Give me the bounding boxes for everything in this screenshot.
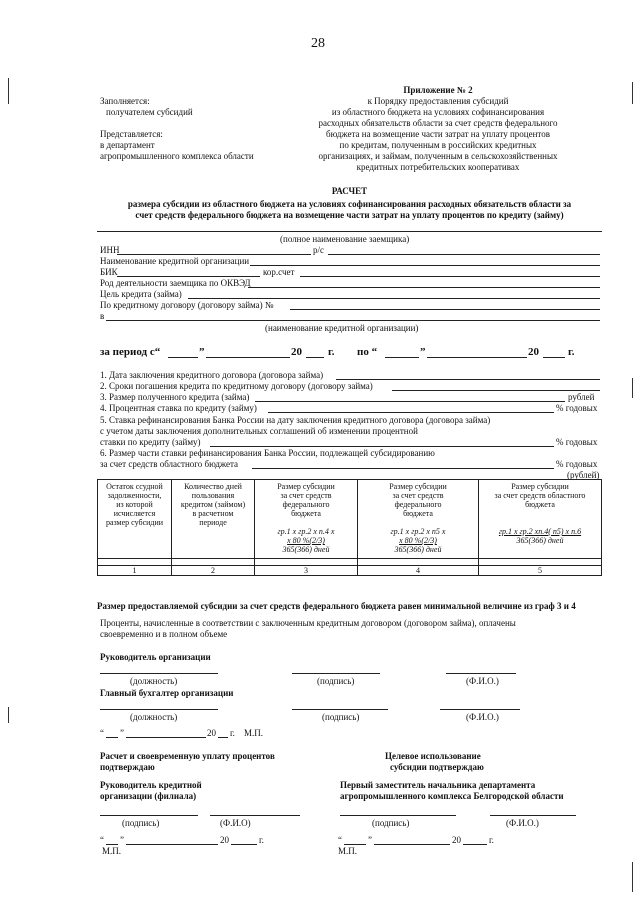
position-field[interactable]	[100, 673, 218, 674]
okved-field[interactable]	[248, 287, 600, 288]
bank-head-label: Руководитель кредитной	[100, 780, 202, 790]
appendix-line: из областного бюджета на условиях софинансирования	[331, 107, 545, 117]
margin-mark	[8, 78, 9, 104]
date-year[interactable]	[218, 737, 228, 738]
left-confirm: подтверждаю	[100, 762, 155, 772]
goal-field[interactable]	[188, 298, 600, 299]
bank-caption: (наименование кредитной организации)	[265, 323, 419, 333]
date-quote: “	[100, 728, 104, 738]
credit-org-field[interactable]	[250, 265, 600, 266]
kor-label: кор.счет	[263, 267, 295, 277]
date-year[interactable]	[231, 844, 257, 845]
rs-field[interactable]	[328, 254, 600, 255]
item-5-label: с учетом даты заключения дополнительных соглашений об изменении процентной	[100, 426, 418, 436]
signature-field[interactable]	[100, 815, 198, 816]
filled-by-value: получателем субсидий	[106, 107, 193, 117]
filled-by-label: Заполняется:	[100, 96, 150, 106]
appendix-line: к Порядку предоставления субсидий	[367, 96, 509, 106]
head-org-label: Руководитель организации	[100, 652, 211, 662]
date-g: г.	[489, 835, 494, 845]
position-caption: (должность)	[130, 712, 178, 722]
period-to-year[interactable]	[543, 357, 565, 358]
table-cell[interactable]	[479, 559, 602, 566]
table-cell[interactable]: Размер субсидии за счет средств федерального бюджета гр.1 х гр.2 х п5 х х 80 %(2/3) 365(366) дней	[358, 480, 479, 559]
signature-caption: (подпись)	[317, 676, 355, 686]
fio-field[interactable]	[490, 815, 576, 816]
left-confirm: Расчет и своевременную уплату процентов	[100, 751, 275, 761]
table-cell[interactable]: Остаток ссудной задолженности, из которой исчисляется размер субсидии	[98, 480, 172, 559]
appendix-line: расходных обязательств области за счет средств федерального	[318, 118, 558, 128]
column-number: 1	[98, 566, 172, 576]
kor-field[interactable]	[300, 276, 600, 277]
date-year[interactable]	[463, 844, 487, 845]
period-quote: ”	[199, 346, 205, 358]
signature-field[interactable]	[292, 709, 388, 710]
rubles-caption: (рублей)	[567, 470, 600, 480]
date-month[interactable]	[126, 844, 218, 845]
period-g: г.	[328, 346, 335, 358]
period-to-label: по “	[357, 346, 378, 358]
item-3-unit: рублей	[568, 392, 595, 402]
contract-label: По кредитному договору (договору займа) №	[100, 300, 274, 310]
date-quote: ”	[120, 835, 124, 845]
item-6-label: 6. Размер части ставки рефинансирования Банка России, подлежащей субсидированию	[100, 448, 435, 458]
date-g: г.	[259, 835, 264, 845]
submitted-label: Представляется:	[100, 129, 163, 139]
date-day[interactable]	[344, 844, 366, 845]
item-2-label: 2. Сроки погашения кредита по кредитному договору (договору займа)	[100, 381, 373, 391]
date-day[interactable]	[106, 844, 118, 845]
item-4-label: 4. Процентная ставка по кредиту (займу)	[100, 403, 257, 413]
signature-caption: (подпись)	[372, 818, 410, 828]
date-year-prefix: 20	[207, 728, 216, 738]
table-row	[98, 559, 602, 566]
table-cell[interactable]: Размер субсидии за счет средств федерального бюджета гр.1 х гр.2 х п.4 х х 80 %(2/3) 365(366) дней	[255, 480, 358, 559]
date-quote: “	[338, 835, 342, 845]
period-to-month[interactable]	[427, 357, 527, 358]
bik-field[interactable]	[117, 276, 260, 277]
fio-caption: (Ф.И.О.)	[466, 676, 499, 686]
item-3-label: 3. Размер полученного кредита (займа)	[100, 392, 250, 402]
mp-label: М.П.	[102, 846, 122, 856]
date-month[interactable]	[374, 844, 450, 845]
fio-field[interactable]	[210, 815, 300, 816]
date-year-prefix: 20	[452, 835, 461, 845]
item-1-label: 1. Дата заключения кредитного договора (договора займа)	[100, 370, 324, 380]
contract-field[interactable]	[290, 309, 600, 310]
date-month[interactable]	[126, 737, 206, 738]
interest-note: своевременно и в полном объеме	[100, 629, 228, 639]
period-quote: ”	[420, 346, 426, 358]
signature-field[interactable]	[340, 815, 456, 816]
mp-label: М.П.	[244, 728, 264, 738]
column-number: 2	[172, 566, 255, 576]
page-number: 28	[311, 36, 325, 51]
margin-mark	[632, 378, 633, 398]
appendix-title: Приложение № 2	[403, 85, 473, 95]
fio-caption: (Ф.И.О.)	[506, 818, 539, 828]
right-confirm: субсидии подтверждаю	[390, 762, 484, 772]
bik-label: БИК	[100, 267, 118, 277]
inn-field[interactable]	[117, 254, 311, 255]
date-quote: “	[100, 835, 104, 845]
table-row	[98, 480, 602, 559]
rs-label: р/с	[313, 245, 324, 255]
signature-field[interactable]	[292, 673, 380, 674]
item-5-field[interactable]	[210, 446, 554, 447]
fio-field[interactable]	[446, 673, 516, 674]
margin-mark	[632, 82, 633, 104]
margin-mark	[8, 707, 9, 723]
period-g: г.	[568, 346, 575, 358]
item-2-field[interactable]	[392, 390, 600, 391]
fio-field[interactable]	[440, 709, 520, 710]
subsidy-note: Размер предоставляемой субсидии за счет средств федерального бюджета равен минимальной величине из граф 3 и 4	[97, 601, 576, 611]
item-3-field[interactable]	[255, 401, 565, 402]
position-field[interactable]	[100, 709, 218, 710]
item-5-label: 5. Ставка рефинансирования Банка России на дату заключения кредитного договора (договора займа)	[100, 415, 491, 425]
in-label: в	[100, 311, 105, 321]
period-to-day[interactable]	[385, 357, 419, 358]
table-cell[interactable]	[98, 559, 172, 566]
column-number: 4	[358, 566, 479, 576]
appendix-line: бюджета на возмещение части затрат на уплату процентов	[326, 129, 550, 139]
bank-head-label: организации (филиала)	[100, 791, 197, 801]
table-cell[interactable]	[358, 559, 479, 566]
margin-mark	[632, 862, 633, 892]
fio-caption: (Ф.И.О)	[220, 818, 251, 828]
interest-note: Проценты, начисленные в соответствии с заключенным кредитным договором (договором займа), оплачены	[100, 618, 516, 628]
table-cell[interactable]: Количество дней пользования кредитом (займом) в расчетном периоде	[172, 480, 255, 559]
appendix-line: по кредитам, полученным в российских кредитных	[339, 140, 537, 150]
calc-table	[97, 479, 602, 576]
okved-label: Род деятельности заемщика по ОКВЭД	[100, 278, 251, 288]
item-5-unit: % годовых	[556, 437, 598, 447]
period-from-year[interactable]	[306, 357, 324, 358]
period-from-day[interactable]	[168, 357, 198, 358]
calc-subtitle: счет средств федерального бюджета на возмещение части затрат на уплату процентов по кредиту (займу)	[135, 210, 564, 220]
table-cell[interactable]	[255, 559, 358, 566]
date-year-prefix: 20	[220, 835, 229, 845]
table-row	[98, 566, 602, 576]
inn-label: ИНН	[100, 245, 120, 255]
column-number: 3	[255, 566, 358, 576]
signature-caption: (подпись)	[122, 818, 160, 828]
dep-head-label: агропромышленного комплекса Белгородской области	[340, 791, 564, 801]
signature-caption: (подпись)	[322, 712, 360, 722]
table-cell[interactable]: Размер субсидии за счет средств областного бюджета гр.1 х гр.2 хп.4( п5) х п.6 365(366) дней	[479, 480, 602, 559]
period-year-prefix: 20	[291, 346, 302, 358]
date-day[interactable]	[106, 737, 118, 738]
item-1-field[interactable]	[336, 379, 600, 380]
bank-field[interactable]	[106, 320, 600, 321]
date-quote: ”	[368, 835, 372, 845]
mp-label: М.П.	[338, 846, 358, 856]
fill-line	[97, 231, 602, 232]
period-year-prefix: 20	[528, 346, 539, 358]
item-4-field[interactable]	[268, 412, 554, 413]
column-number: 5	[479, 566, 602, 576]
appendix-line: кредитных потребительских кооперативах	[356, 162, 520, 172]
right-confirm: Целевое использование	[385, 751, 481, 761]
goal-label: Цель кредита (займа)	[100, 289, 182, 299]
dep-head-label: Первый заместитель начальника департамента	[340, 780, 536, 790]
item-6-field[interactable]	[252, 468, 554, 469]
fio-caption: (Ф.И.О.)	[466, 712, 499, 722]
item-4-unit: % годовых	[556, 403, 598, 413]
date-quote: ”	[120, 728, 124, 738]
appendix-line: организациях, и займам, полученным в сельскохозяйственных	[318, 151, 558, 161]
submitted-line: агропромышленного комплекса области	[100, 151, 254, 161]
item-5-label: ставки по кредиту (займу)	[100, 437, 201, 447]
period-from-label: за период с“	[100, 346, 161, 358]
calc-subtitle: размера субсидии из областного бюджета на условиях софинансирования расходных обязательств области за	[127, 199, 572, 209]
credit-org-label: Наименование кредитной организации	[100, 256, 250, 266]
item-6-unit: % годовых	[556, 459, 598, 469]
calc-title: РАСЧЕТ	[331, 186, 368, 196]
chief-accountant-label: Главный бухгалтер организации	[100, 688, 234, 698]
submitted-line: в департамент	[100, 140, 155, 150]
period-from-month[interactable]	[206, 357, 290, 358]
date-g: г.	[230, 728, 235, 738]
position-caption: (должность)	[130, 676, 178, 686]
borrower-caption: (полное наименование заемщика)	[280, 234, 410, 244]
table-cell[interactable]	[172, 559, 255, 566]
item-6-label: за счет средств областного бюджета	[100, 459, 239, 469]
